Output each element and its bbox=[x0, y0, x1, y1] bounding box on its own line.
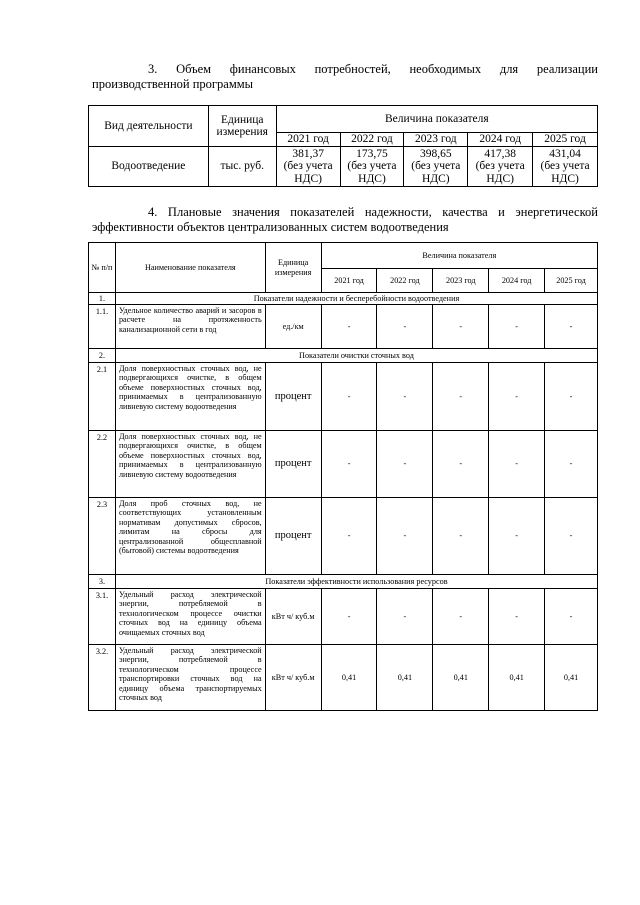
row-value: - bbox=[545, 589, 598, 645]
col-value-header: Величина показателя bbox=[276, 106, 597, 133]
value: 417,38 bbox=[484, 147, 516, 160]
row-value: 0,41 bbox=[489, 645, 545, 711]
row-value: 0,41 bbox=[433, 645, 489, 711]
row-value: 0,41 bbox=[545, 645, 598, 711]
col-num-header: № п/п bbox=[89, 243, 116, 293]
section-num: 3. bbox=[89, 575, 116, 589]
row-value: - bbox=[433, 363, 489, 431]
value: 398,65 bbox=[420, 147, 452, 160]
section-title: Показатели надежности и бесперебойности водоотведения bbox=[115, 293, 597, 305]
value: 173,75 bbox=[356, 147, 388, 160]
year-header: 2024 год bbox=[468, 133, 533, 147]
row-value: - bbox=[321, 431, 377, 498]
row-name: Удельный расход электрической энергии, потребляемой в технологическом процессе очистки сточных вод на единицу объема очищаемых сточных вод bbox=[115, 589, 265, 645]
row-unit: процент bbox=[265, 431, 321, 498]
section-title: Показатели эффективности использования ресурсов bbox=[115, 575, 597, 589]
row-num: 3.1. bbox=[89, 589, 116, 645]
row-value: - bbox=[433, 305, 489, 349]
year-header: 2021 год bbox=[321, 269, 377, 293]
section-num: 1. bbox=[89, 293, 116, 305]
row-num: 2.1 bbox=[89, 363, 116, 431]
value-cell bbox=[533, 147, 598, 187]
row-value: - bbox=[489, 589, 545, 645]
section4-heading-line2: эффективности объектов централизованных систем водоотведения bbox=[92, 220, 449, 234]
row-value: 0,41 bbox=[321, 645, 377, 711]
row-value: - bbox=[545, 431, 598, 498]
year-header: 2023 год bbox=[433, 269, 489, 293]
section4-heading bbox=[92, 205, 598, 235]
section3-heading-line2: производственной программы bbox=[92, 77, 254, 91]
row-value: - bbox=[321, 589, 377, 645]
value: 381,37 bbox=[292, 147, 324, 160]
value-cell bbox=[404, 147, 468, 187]
vat-note: (без учета НДС) bbox=[411, 160, 461, 185]
section3-heading-line1: 3. Объем финансовых потребностей, необходимых для реализации bbox=[148, 62, 598, 76]
row-value: - bbox=[377, 498, 433, 575]
section-num: 2. bbox=[89, 349, 116, 363]
row-value: - bbox=[489, 498, 545, 575]
row-value: - bbox=[377, 305, 433, 349]
row-value: - bbox=[489, 431, 545, 498]
row-value: - bbox=[489, 363, 545, 431]
vat-note: (без учета НДС) bbox=[475, 160, 525, 185]
indicators-table bbox=[88, 242, 598, 711]
row-value: - bbox=[321, 305, 377, 349]
row-num: 3.2. bbox=[89, 645, 116, 711]
row-name: Доля поверхностных сточных вод, не подвергающихся очистке, в общем объеме поверхностных сточных вод, принимаемых в централизованную ливневую систему водоотведения bbox=[115, 431, 265, 498]
col-name-header: Наименование показателя bbox=[115, 243, 265, 293]
section-title: Показатели очистки сточных вод bbox=[115, 349, 597, 363]
row-value: - bbox=[433, 431, 489, 498]
row-unit: кВт ч/ куб.м bbox=[265, 645, 321, 711]
section3-heading bbox=[92, 62, 598, 92]
year-header: 2022 год bbox=[340, 133, 404, 147]
year-header: 2021 год bbox=[276, 133, 340, 147]
year-header: 2022 год bbox=[377, 269, 433, 293]
row-unit: процент bbox=[265, 363, 321, 431]
year-header: 2023 год bbox=[404, 133, 468, 147]
row-num: 1.1. bbox=[89, 305, 116, 349]
finance-table bbox=[88, 105, 598, 187]
row-value: - bbox=[545, 363, 598, 431]
row-value: - bbox=[545, 305, 598, 349]
row-value: - bbox=[545, 498, 598, 575]
row-name: Доля поверхностных сточных вод, не подвергающихся очистке, в общем объеме поверхностных сточных вод, принимаемых в централизованную ливневую систему водоотведения bbox=[115, 363, 265, 431]
row-unit: кВт ч/ куб.м bbox=[265, 589, 321, 645]
row-value: - bbox=[377, 363, 433, 431]
row-name: Доля проб сточных вод, не соответствующих установленным нормативам допустимых сбросов, лимитам на сбросы для централизованной общесплавной (бытовой) системы водоотведения bbox=[115, 498, 265, 575]
vat-note: (без учета НДС) bbox=[347, 160, 397, 185]
row-value: - bbox=[321, 498, 377, 575]
row-value: 0,41 bbox=[377, 645, 433, 711]
row-unit: ед./км bbox=[265, 305, 321, 349]
col-activity-header: Вид деятельности bbox=[89, 106, 209, 147]
row-value: - bbox=[489, 305, 545, 349]
row-num: 2.3 bbox=[89, 498, 116, 575]
col-unit-header: Единица измерения bbox=[208, 106, 276, 147]
value-cell bbox=[340, 147, 404, 187]
value: 431,04 bbox=[549, 147, 581, 160]
row-name: Удельный расход электрической энергии, потребляемой в технологическом процессе транспортировки сточных вод на единицу объема транспортируемых сточных вод bbox=[115, 645, 265, 711]
row-value: - bbox=[377, 431, 433, 498]
value-cell bbox=[276, 147, 340, 187]
col-unit-header: Единица измерения bbox=[265, 243, 321, 293]
vat-note: (без учета НДС) bbox=[283, 160, 333, 185]
year-header: 2024 год bbox=[489, 269, 545, 293]
row-name: Удельное количество аварий и засоров в расчете на протяженность канализационной сети в год bbox=[115, 305, 265, 349]
section4-heading-line1: 4. Плановые значения показателей надежности, качества и энергетической bbox=[148, 205, 598, 219]
row-value: - bbox=[321, 363, 377, 431]
row-value: - bbox=[377, 589, 433, 645]
vat-note: (без учета НДС) bbox=[540, 160, 590, 185]
activity-cell: Водоотведение bbox=[89, 147, 209, 187]
row-unit: процент bbox=[265, 498, 321, 575]
row-value: - bbox=[433, 589, 489, 645]
year-header: 2025 год bbox=[545, 269, 598, 293]
value-cell bbox=[468, 147, 533, 187]
row-num: 2.2 bbox=[89, 431, 116, 498]
row-value: - bbox=[433, 498, 489, 575]
unit-cell: тыс. руб. bbox=[208, 147, 276, 187]
year-header: 2025 год bbox=[533, 133, 598, 147]
col-value-header: Величина показателя bbox=[321, 243, 597, 269]
